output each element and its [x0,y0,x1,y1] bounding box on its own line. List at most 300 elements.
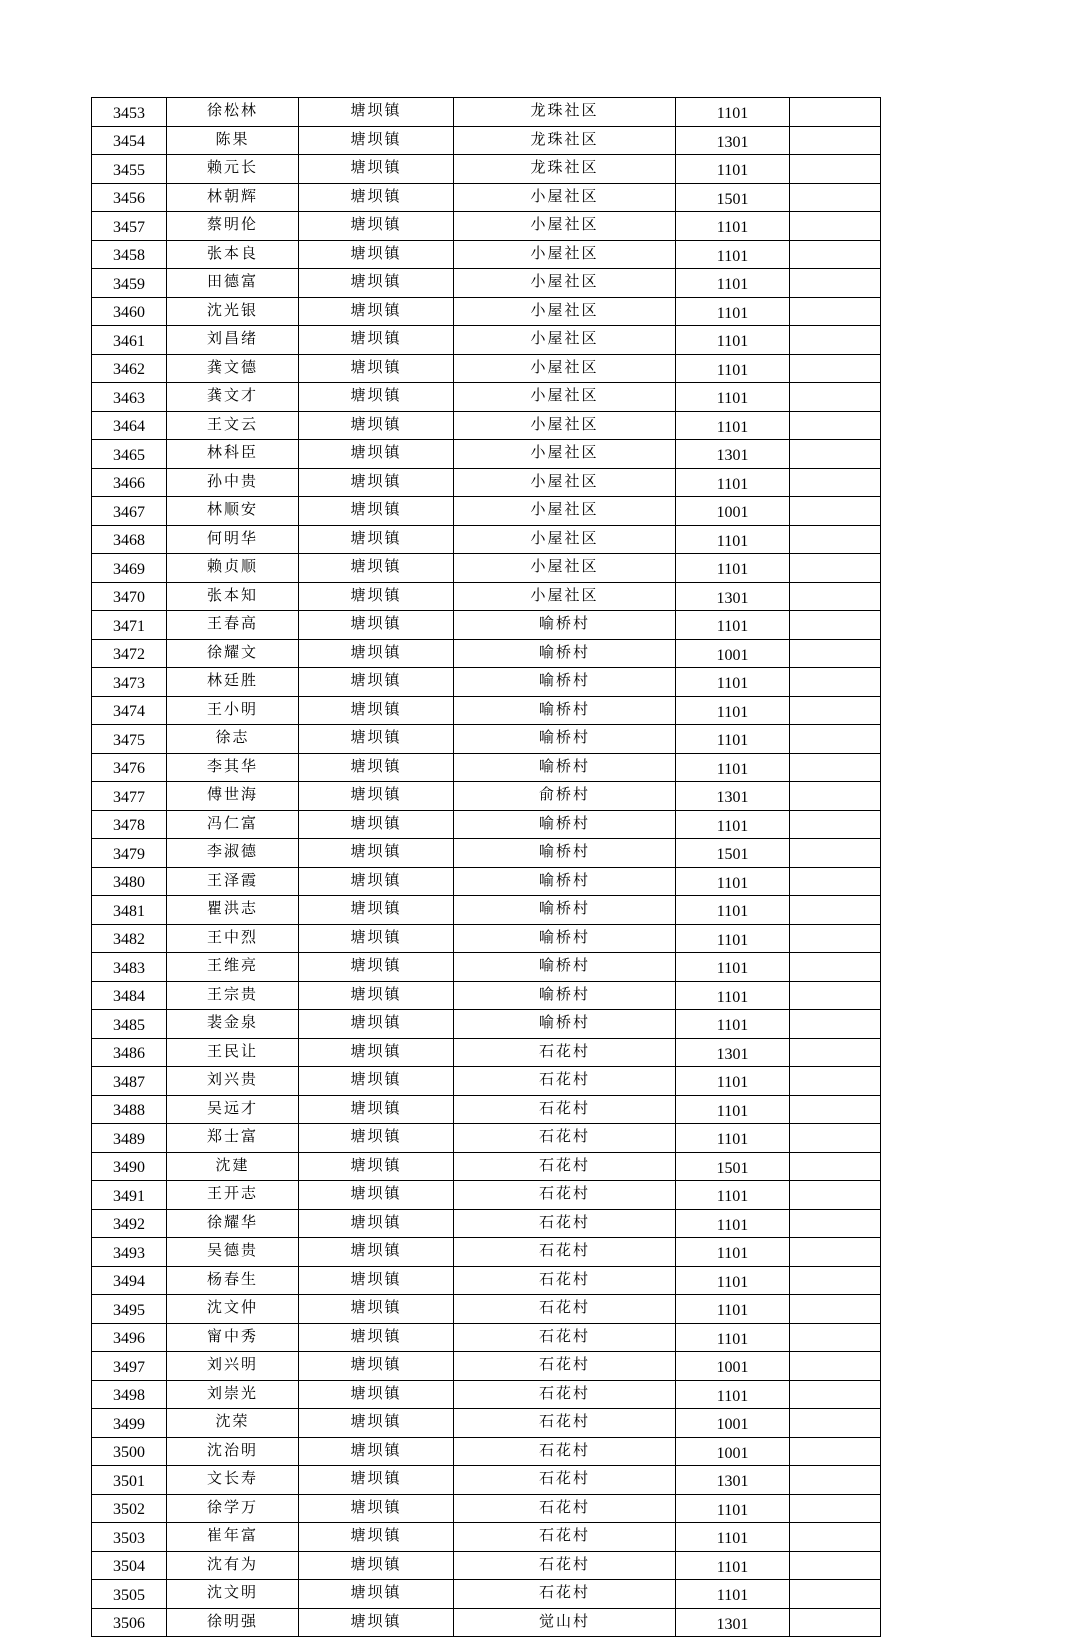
village-cell: 石花村 [454,1494,676,1523]
village-cell: 石花村 [454,1038,676,1067]
note-cell [790,1266,881,1295]
code-cell: 1101 [676,1266,790,1295]
town-cell: 塘坝镇 [299,1380,454,1409]
town-cell: 塘坝镇 [299,611,454,640]
table-row [92,1494,881,1523]
town-cell: 塘坝镇 [299,525,454,554]
row-number-cell: 3484 [92,981,167,1010]
code-cell: 1101 [676,725,790,754]
town-cell: 塘坝镇 [299,98,454,127]
village-cell: 石花村 [454,1238,676,1267]
code-cell: 1101 [676,468,790,497]
note-cell [790,1466,881,1495]
name-cell: 吴德贵 [167,1238,299,1267]
table-row [92,1380,881,1409]
note-cell [790,354,881,383]
town-cell: 塘坝镇 [299,867,454,896]
town-cell: 塘坝镇 [299,269,454,298]
town-cell: 塘坝镇 [299,810,454,839]
name-cell: 郑士富 [167,1124,299,1153]
town-cell: 塘坝镇 [299,1067,454,1096]
town-cell: 塘坝镇 [299,725,454,754]
note-cell [790,126,881,155]
table-row [92,411,881,440]
town-cell: 塘坝镇 [299,354,454,383]
note-cell [790,981,881,1010]
code-cell: 1301 [676,1608,790,1637]
note-cell [790,1352,881,1381]
village-cell: 龙珠社区 [454,126,676,155]
code-cell: 1101 [676,1124,790,1153]
village-cell: 喻桥村 [454,725,676,754]
village-cell: 喻桥村 [454,839,676,868]
note-cell [790,269,881,298]
row-number-cell: 3462 [92,354,167,383]
village-cell: 石花村 [454,1295,676,1324]
note-cell [790,155,881,184]
code-cell: 1101 [676,1181,790,1210]
row-number-cell: 3492 [92,1209,167,1238]
table-row [92,753,881,782]
note-cell [790,383,881,412]
code-cell: 1101 [676,753,790,782]
row-number-cell: 3474 [92,696,167,725]
row-number-cell: 3499 [92,1409,167,1438]
table-row [92,696,881,725]
table-row [92,440,881,469]
village-cell: 喻桥村 [454,611,676,640]
row-number-cell: 3469 [92,554,167,583]
name-cell: 李其华 [167,753,299,782]
name-cell: 徐松林 [167,98,299,127]
village-cell: 喻桥村 [454,668,676,697]
town-cell: 塘坝镇 [299,1295,454,1324]
town-cell: 塘坝镇 [299,1551,454,1580]
code-cell: 1101 [676,1380,790,1409]
town-cell: 塘坝镇 [299,782,454,811]
code-cell: 1101 [676,297,790,326]
code-cell: 1301 [676,782,790,811]
note-cell [790,1494,881,1523]
code-cell: 1101 [676,1010,790,1039]
town-cell: 塘坝镇 [299,1323,454,1352]
row-number-cell: 3486 [92,1038,167,1067]
village-cell: 小屋社区 [454,269,676,298]
village-cell: 小屋社区 [454,212,676,241]
row-number-cell: 3472 [92,639,167,668]
code-cell: 1101 [676,1523,790,1552]
row-number-cell: 3471 [92,611,167,640]
row-number-cell: 3491 [92,1181,167,1210]
name-cell: 徐耀文 [167,639,299,668]
row-number-cell: 3504 [92,1551,167,1580]
name-cell: 王民让 [167,1038,299,1067]
name-cell: 刘昌绪 [167,326,299,355]
village-cell: 小屋社区 [454,440,676,469]
village-cell: 喻桥村 [454,924,676,953]
row-number-cell: 3473 [92,668,167,697]
table-row [92,639,881,668]
note-cell [790,782,881,811]
village-cell: 石花村 [454,1523,676,1552]
village-cell: 喻桥村 [454,696,676,725]
village-cell: 龙珠社区 [454,155,676,184]
code-cell: 1301 [676,582,790,611]
table-row [92,525,881,554]
code-cell: 1101 [676,240,790,269]
table-row [92,354,881,383]
name-cell: 林朝辉 [167,183,299,212]
row-number-cell: 3490 [92,1152,167,1181]
row-number-cell: 3481 [92,896,167,925]
note-cell [790,725,881,754]
note-cell [790,867,881,896]
name-cell: 龚文德 [167,354,299,383]
village-cell: 喻桥村 [454,953,676,982]
table-row [92,1124,881,1153]
table-row [92,155,881,184]
name-cell: 张本良 [167,240,299,269]
village-cell: 石花村 [454,1095,676,1124]
town-cell: 塘坝镇 [299,1608,454,1637]
town-cell: 塘坝镇 [299,497,454,526]
code-cell: 1101 [676,810,790,839]
row-number-cell: 3493 [92,1238,167,1267]
table-row [92,1323,881,1352]
code-cell: 1301 [676,440,790,469]
row-number-cell: 3476 [92,753,167,782]
table-row [92,383,881,412]
row-number-cell: 3502 [92,1494,167,1523]
name-cell: 沈有为 [167,1551,299,1580]
row-number-cell: 3505 [92,1580,167,1609]
row-number-cell: 3475 [92,725,167,754]
village-cell: 石花村 [454,1380,676,1409]
village-cell: 喻桥村 [454,981,676,1010]
name-cell: 傅世海 [167,782,299,811]
table-row [92,1038,881,1067]
row-number-cell: 3459 [92,269,167,298]
town-cell: 塘坝镇 [299,183,454,212]
town-cell: 塘坝镇 [299,1352,454,1381]
table-row [92,810,881,839]
name-cell: 蔡明伦 [167,212,299,241]
village-cell: 石花村 [454,1181,676,1210]
town-cell: 塘坝镇 [299,1010,454,1039]
row-number-cell: 3468 [92,525,167,554]
code-cell: 1101 [676,1209,790,1238]
note-cell [790,1523,881,1552]
name-cell: 刘兴明 [167,1352,299,1381]
table-row [92,98,881,127]
name-cell: 沈文仲 [167,1295,299,1324]
table-row [92,1466,881,1495]
note-cell [790,810,881,839]
name-cell: 甯中秀 [167,1323,299,1352]
name-cell: 孙中贵 [167,468,299,497]
name-cell: 王宗贵 [167,981,299,1010]
code-cell: 1101 [676,1494,790,1523]
row-number-cell: 3479 [92,839,167,868]
note-cell [790,1010,881,1039]
note-cell [790,611,881,640]
village-cell: 龙珠社区 [454,98,676,127]
village-cell: 石花村 [454,1266,676,1295]
row-number-cell: 3485 [92,1010,167,1039]
row-number-cell: 3464 [92,411,167,440]
code-cell: 1101 [676,1095,790,1124]
row-number-cell: 3500 [92,1437,167,1466]
town-cell: 塘坝镇 [299,1266,454,1295]
name-cell: 李淑德 [167,839,299,868]
note-cell [790,525,881,554]
town-cell: 塘坝镇 [299,1494,454,1523]
town-cell: 塘坝镇 [299,1209,454,1238]
village-cell: 觉山村 [454,1608,676,1637]
code-cell: 1301 [676,1466,790,1495]
code-cell: 1101 [676,1551,790,1580]
town-cell: 塘坝镇 [299,297,454,326]
name-cell: 赖元长 [167,155,299,184]
row-number-cell: 3478 [92,810,167,839]
table-row [92,212,881,241]
town-cell: 塘坝镇 [299,696,454,725]
name-cell: 刘兴贵 [167,1067,299,1096]
row-number-cell: 3497 [92,1352,167,1381]
town-cell: 塘坝镇 [299,155,454,184]
note-cell [790,1380,881,1409]
code-cell: 1101 [676,924,790,953]
code-cell: 1101 [676,696,790,725]
town-cell: 塘坝镇 [299,468,454,497]
name-cell: 龚文才 [167,383,299,412]
name-cell: 王维亮 [167,953,299,982]
code-cell: 1001 [676,1437,790,1466]
code-cell: 1101 [676,98,790,127]
note-cell [790,554,881,583]
name-cell: 沈光银 [167,297,299,326]
code-cell: 1101 [676,611,790,640]
name-cell: 文长寿 [167,1466,299,1495]
code-cell: 1101 [676,1238,790,1267]
row-number-cell: 3503 [92,1523,167,1552]
note-cell [790,440,881,469]
name-cell: 徐明强 [167,1608,299,1637]
town-cell: 塘坝镇 [299,1409,454,1438]
name-cell: 沈治明 [167,1437,299,1466]
table-row [92,582,881,611]
village-cell: 小屋社区 [454,525,676,554]
row-number-cell: 3456 [92,183,167,212]
name-cell: 林科臣 [167,440,299,469]
town-cell: 塘坝镇 [299,326,454,355]
table-row [92,611,881,640]
village-cell: 小屋社区 [454,554,676,583]
name-cell: 徐耀华 [167,1209,299,1238]
village-cell: 石花村 [454,1352,676,1381]
row-number-cell: 3463 [92,383,167,412]
row-number-cell: 3495 [92,1295,167,1324]
village-cell: 小屋社区 [454,354,676,383]
name-cell: 林顺安 [167,497,299,526]
town-cell: 塘坝镇 [299,953,454,982]
row-number-cell: 3457 [92,212,167,241]
row-number-cell: 3482 [92,924,167,953]
note-cell [790,497,881,526]
code-cell: 1101 [676,525,790,554]
table-row [92,126,881,155]
note-cell [790,212,881,241]
note-cell [790,753,881,782]
village-cell: 石花村 [454,1437,676,1466]
village-cell: 喻桥村 [454,1010,676,1039]
town-cell: 塘坝镇 [299,383,454,412]
town-cell: 塘坝镇 [299,753,454,782]
note-cell [790,1409,881,1438]
note-cell [790,183,881,212]
code-cell: 1501 [676,183,790,212]
name-cell: 赖贞顺 [167,554,299,583]
town-cell: 塘坝镇 [299,554,454,583]
village-cell: 喻桥村 [454,639,676,668]
note-cell [790,411,881,440]
row-number-cell: 3460 [92,297,167,326]
table-row [92,839,881,868]
code-cell: 1301 [676,126,790,155]
table-row [92,1238,881,1267]
village-cell: 小屋社区 [454,582,676,611]
table-row [92,1523,881,1552]
row-number-cell: 3501 [92,1466,167,1495]
code-cell: 1501 [676,1152,790,1181]
name-cell: 瞿洪志 [167,896,299,925]
village-cell: 喻桥村 [454,867,676,896]
code-cell: 1101 [676,554,790,583]
code-cell: 1101 [676,1323,790,1352]
table-row [92,1181,881,1210]
table-row [92,725,881,754]
name-cell: 冯仁富 [167,810,299,839]
note-cell [790,1067,881,1096]
note-cell [790,1295,881,1324]
row-number-cell: 3483 [92,953,167,982]
village-cell: 喻桥村 [454,753,676,782]
town-cell: 塘坝镇 [299,639,454,668]
table-row [92,1409,881,1438]
name-cell: 裴金泉 [167,1010,299,1039]
note-cell [790,1095,881,1124]
row-number-cell: 3477 [92,782,167,811]
table-row [92,497,881,526]
code-cell: 1101 [676,354,790,383]
village-cell: 石花村 [454,1409,676,1438]
name-cell: 陈果 [167,126,299,155]
note-cell [790,639,881,668]
row-number-cell: 3466 [92,468,167,497]
row-number-cell: 3454 [92,126,167,155]
table-row [92,240,881,269]
name-cell: 徐志 [167,725,299,754]
table-row [92,1295,881,1324]
code-cell: 1101 [676,668,790,697]
village-cell: 小屋社区 [454,183,676,212]
table-row [92,1095,881,1124]
table-row [92,668,881,697]
note-cell [790,468,881,497]
village-cell: 石花村 [454,1551,676,1580]
table-row [92,1067,881,1096]
code-cell: 1101 [676,155,790,184]
code-cell: 1101 [676,1295,790,1324]
code-cell: 1101 [676,981,790,1010]
town-cell: 塘坝镇 [299,212,454,241]
table-row [92,1580,881,1609]
note-cell [790,582,881,611]
town-cell: 塘坝镇 [299,1437,454,1466]
roster-table [91,97,881,1637]
table-row [92,1010,881,1039]
town-cell: 塘坝镇 [299,1152,454,1181]
name-cell: 何明华 [167,525,299,554]
village-cell: 小屋社区 [454,383,676,412]
name-cell: 杨春生 [167,1266,299,1295]
code-cell: 1001 [676,1409,790,1438]
table-row [92,1152,881,1181]
name-cell: 王春高 [167,611,299,640]
note-cell [790,1181,881,1210]
note-cell [790,1124,881,1153]
town-cell: 塘坝镇 [299,1523,454,1552]
row-number-cell: 3480 [92,867,167,896]
table-row [92,1437,881,1466]
town-cell: 塘坝镇 [299,411,454,440]
table-row [92,1209,881,1238]
town-cell: 塘坝镇 [299,839,454,868]
row-number-cell: 3461 [92,326,167,355]
table-row [92,297,881,326]
village-cell: 喻桥村 [454,896,676,925]
town-cell: 塘坝镇 [299,440,454,469]
note-cell [790,1209,881,1238]
name-cell: 王中烈 [167,924,299,953]
town-cell: 塘坝镇 [299,1181,454,1210]
village-cell: 小屋社区 [454,297,676,326]
note-cell [790,896,881,925]
name-cell: 崔年富 [167,1523,299,1552]
table-row [92,468,881,497]
name-cell: 刘崇光 [167,1380,299,1409]
code-cell: 1101 [676,1067,790,1096]
note-cell [790,1152,881,1181]
village-cell: 喻桥村 [454,810,676,839]
code-cell: 1101 [676,326,790,355]
table-row [92,924,881,953]
village-cell: 小屋社区 [454,411,676,440]
village-cell: 石花村 [454,1124,676,1153]
note-cell [790,1437,881,1466]
village-cell: 石花村 [454,1580,676,1609]
row-number-cell: 3470 [92,582,167,611]
row-number-cell: 3453 [92,98,167,127]
name-cell: 沈文明 [167,1580,299,1609]
row-number-cell: 3465 [92,440,167,469]
village-cell: 小屋社区 [454,497,676,526]
name-cell: 田德富 [167,269,299,298]
code-cell: 1101 [676,212,790,241]
row-number-cell: 3487 [92,1067,167,1096]
code-cell: 1101 [676,953,790,982]
town-cell: 塘坝镇 [299,981,454,1010]
